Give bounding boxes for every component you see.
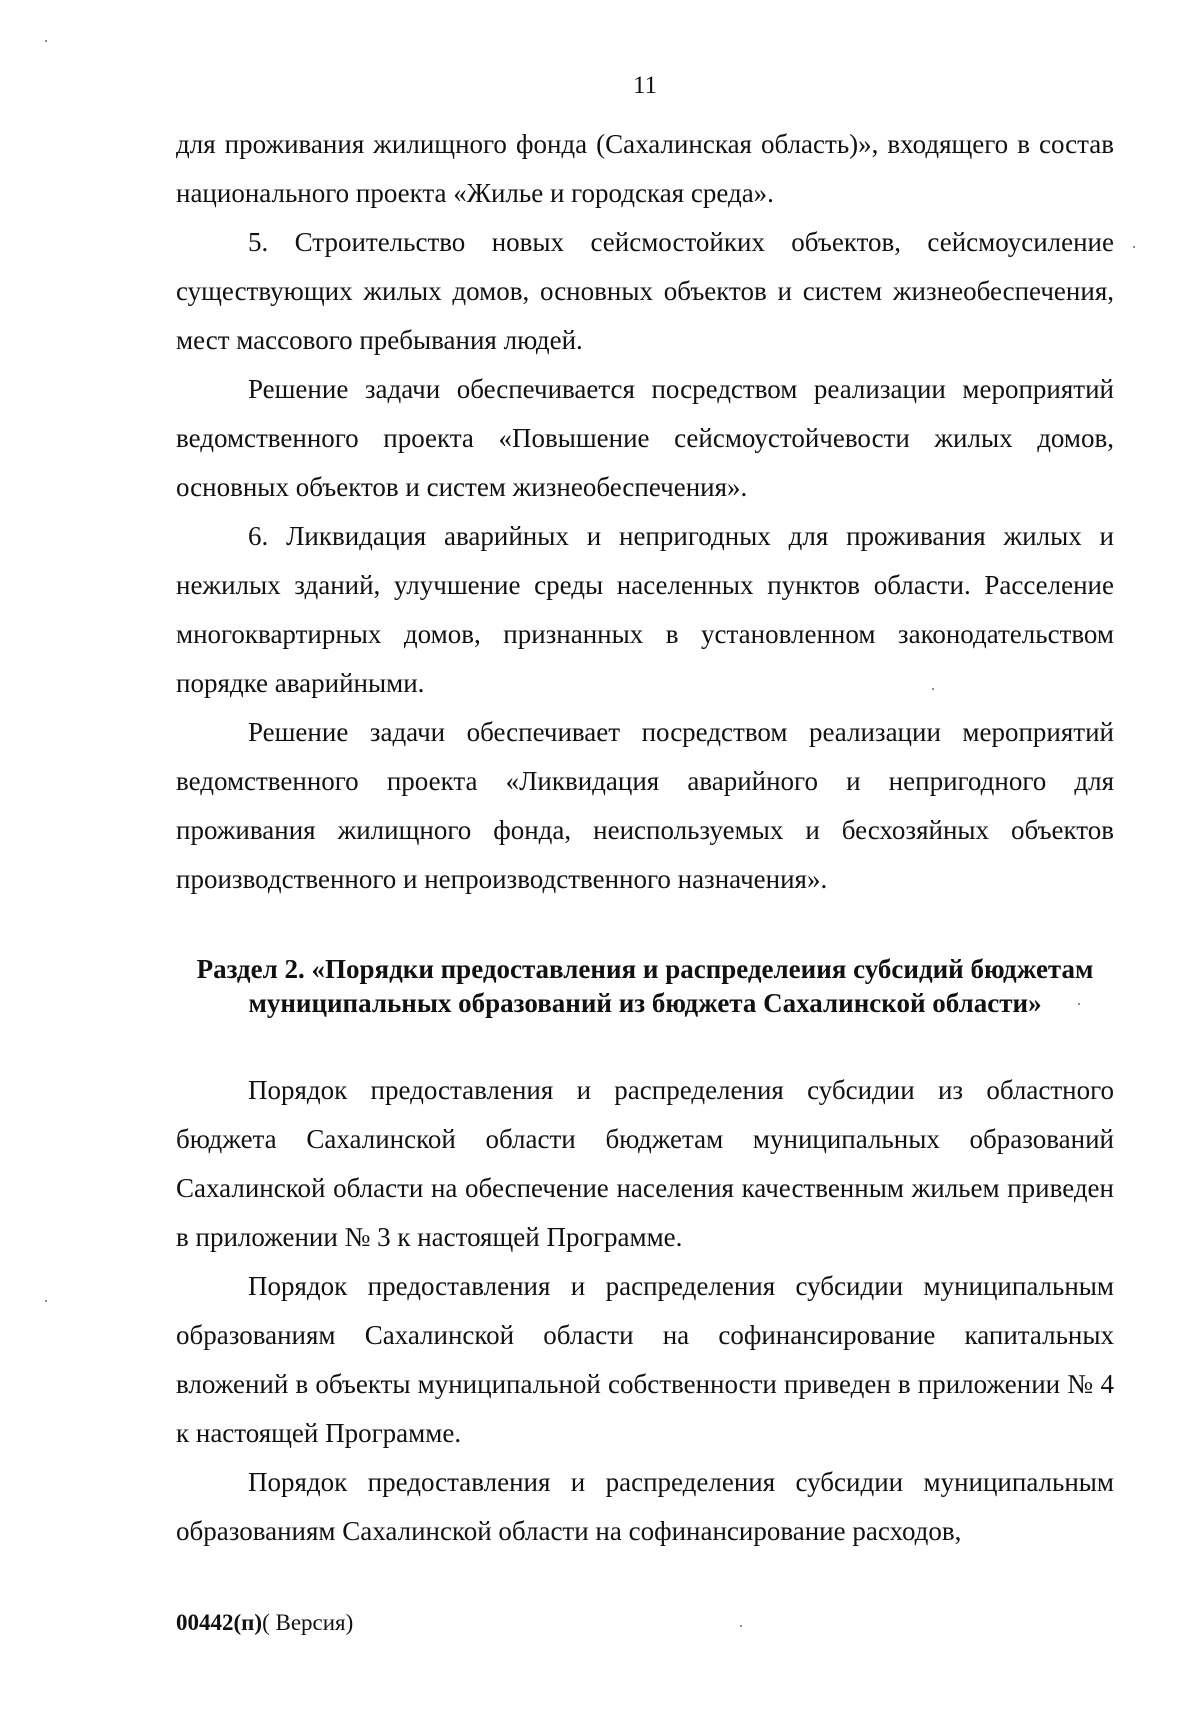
paragraph-appendix-3: Порядок предоставления и распределения субсидии из областного бюджета Сахалинской области бюджетам муниципальных образований Сахалинской области на обеспечение населения качественным жильем приведен в приложении № 3 к настоящей Программе. — [176, 1075, 1114, 1252]
scan-speck — [1133, 246, 1135, 248]
paragraph-solution-6: Решение задачи обеспечивает посредством реализации мероприятий ведомственного проекта «Ликвидация аварийного и непригодного для проживания жилищного фонда, неиспользуемых и бесхозяйных объектов производственного и непроизводственного назначения». — [176, 717, 1114, 894]
scan-speck — [932, 688, 934, 690]
scan-speck — [1078, 1003, 1080, 1005]
section-heading-line-2: муниципальных образований из бюджета Сахалинской области» — [248, 988, 1042, 1018]
scan-speck — [45, 1300, 47, 1302]
paragraph-continuation: для проживания жилищного фонда (Сахалинская область)», входящего в состав национального проекта «Жилье и городская среда». — [176, 129, 1114, 208]
paragraph-item-5: 5. Строительство новых сейсмостойких объектов, сейсмоусиление существующих жилых домов, основных объектов и систем жизнеобеспечения, мест массового пребывания людей. — [176, 227, 1114, 355]
page-number: 11 — [632, 72, 658, 99]
paragraph-cofinancing: Порядок предоставления и распределения субсидии муниципальным образованиям Сахалинской области на софинансирование расходов, — [176, 1467, 1114, 1546]
scan-speck — [45, 40, 47, 42]
paragraph-solution-5: Решение задачи обеспечивается посредством реализации мероприятий ведомственного проекта «Повышение сейсмоустойчевости жилых домов, основных объектов и систем жизнеобеспечения». — [176, 374, 1114, 502]
document-version: ( Версия) — [262, 1610, 354, 1635]
body-text — [176, 120, 1114, 904]
document-code: 00442(п) — [176, 1610, 263, 1635]
section-heading — [176, 952, 1114, 1020]
paragraph-item-6: 6. Ликвидация аварийных и непригодных для проживания жилых и нежилых зданий, улучшение среды населенных пунктов области. Расселение многоквартирных домов, признанных в установленном законодательством порядке аварийными. — [176, 521, 1114, 698]
paragraph-appendix-4: Порядок предоставления и распределения субсидии муниципальным образованиям Сахалинской области на софинансирование капитальных вложений в объекты муниципальной собственности приведен в приложении № 4 к настоящей Программе. — [176, 1271, 1114, 1448]
section-heading-line-1: Раздел 2. «Порядки предоставления и распределеиия субсидий бюджетам — [196, 954, 1094, 984]
document-footer — [176, 1610, 353, 1636]
scan-speck — [740, 1625, 742, 1627]
section-2-body — [176, 1066, 1114, 1556]
